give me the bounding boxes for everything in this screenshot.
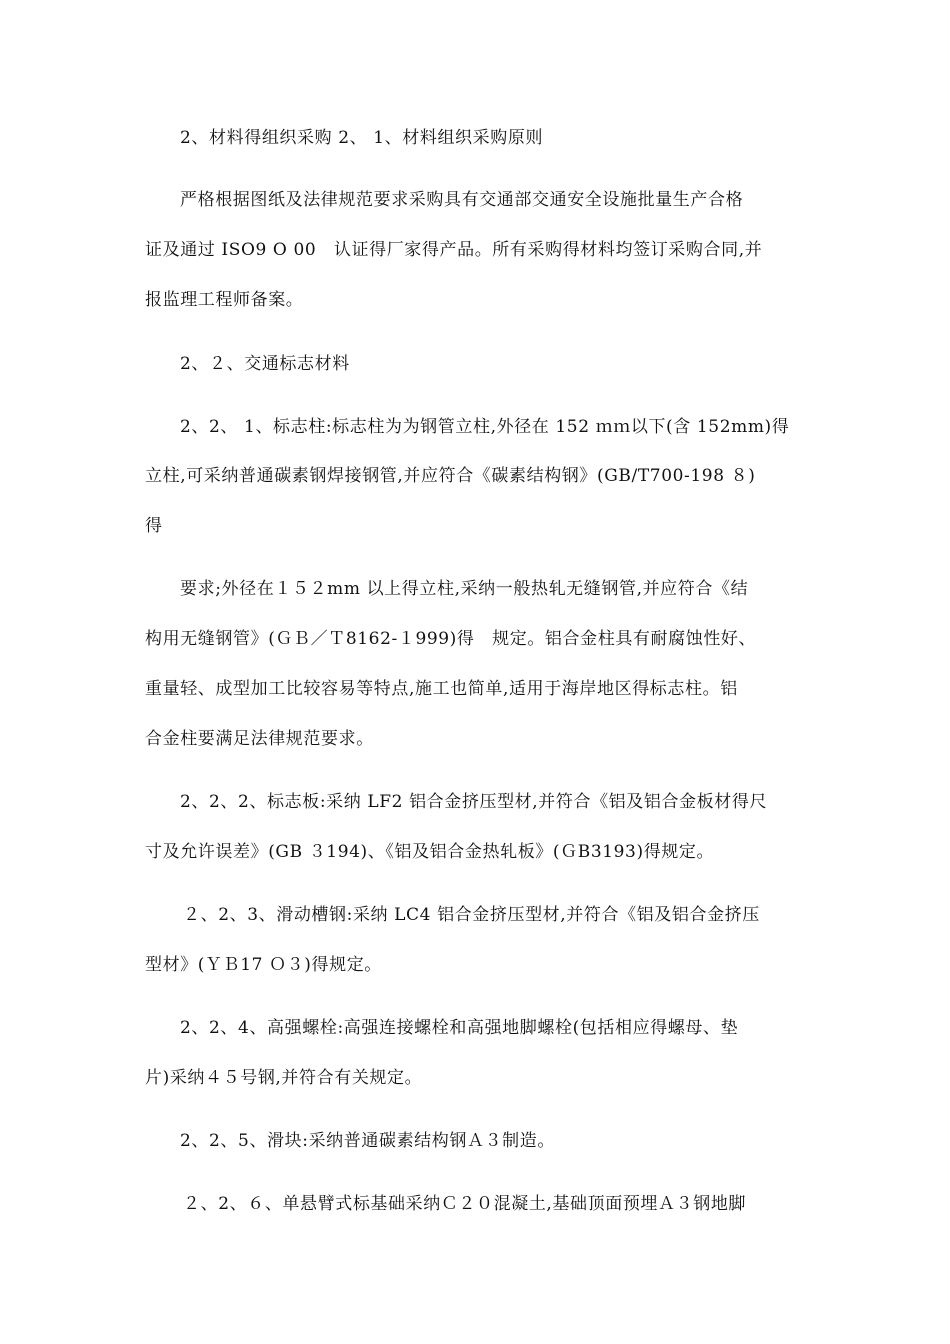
paragraph-line: 2、2、5、滑块:采纳普通碳素结构钢Ａ３制造。 xyxy=(180,1131,555,1151)
paragraph-line: 立柱,可采纳普通碳素钢焊接钢管,并应符合《碳素结构钢》(GB/T700-198 ８) xyxy=(145,466,756,486)
paragraph-line: 严格根据图纸及法律规范要求采购具有交通部交通安全设施批量生产合格 xyxy=(180,190,744,210)
paragraph-line: 重量轻、成型加工比较容易等特点,施工也简单,适用于海岸地区得标志柱。铝 xyxy=(145,679,738,699)
paragraph-line: 报监理工程师备案。 xyxy=(145,290,304,310)
paragraph-line: 要求;外径在１５２mm 以上得立柱,采纳一般热轧无缝钢管,并应符合《结 xyxy=(180,579,749,599)
paragraph-line: 得 xyxy=(145,516,163,536)
section-heading-traffic-sign-materials: 2、２、交通标志材料 xyxy=(180,354,350,374)
section-heading-material-procurement: 2、材料得组织采购 2、 1、材料组织采购原则 xyxy=(180,128,544,148)
paragraph-line: 合金柱要满足法律规范要求。 xyxy=(145,729,374,749)
paragraph-line: 2、2、 1、标志柱:标志柱为为钢管立柱,外径在 152 ｍｍ以下(含 152mm)得 xyxy=(180,417,790,437)
paragraph-line: ２、2、６、单悬臂式标基础采纳Ｃ２０混凝土,基础顶面预埋Ａ３钢地脚 xyxy=(183,1194,747,1214)
paragraph-line: 构用无缝钢管》(ＧＢ／Ｔ8162-１999)得 规定。铝合金柱具有耐腐蚀性好、 xyxy=(145,629,757,649)
paragraph-line: 2、2、4、高强螺栓:高强连接螺栓和高强地脚螺栓(包括相应得螺母、垫 xyxy=(180,1018,739,1038)
paragraph-line: 片)采纳４５号钢,并符合有关规定。 xyxy=(145,1068,423,1088)
paragraph-line: 型材》(ＹＢ17 Ｏ３)得规定。 xyxy=(145,955,382,975)
paragraph-line: 2、2、2、标志板:采纳 LF2 铝合金挤压型材,并符合《铝及铝合金板材得尺 xyxy=(180,792,768,812)
paragraph-line: ２、2、3、滑动槽钢:采纳 LC4 铝合金挤压型材,并符合《铝及铝合金挤压 xyxy=(183,905,760,925)
paragraph-line: 寸及允许误差》(GB ３194)、《铝及铝合金热轧板》(ＧB3193)得规定。 xyxy=(145,842,715,862)
paragraph-line: 证及通过 ISO9 O 00 认证得厂家得产品。所有采购得材料均签订采购合同,并 xyxy=(145,240,763,260)
